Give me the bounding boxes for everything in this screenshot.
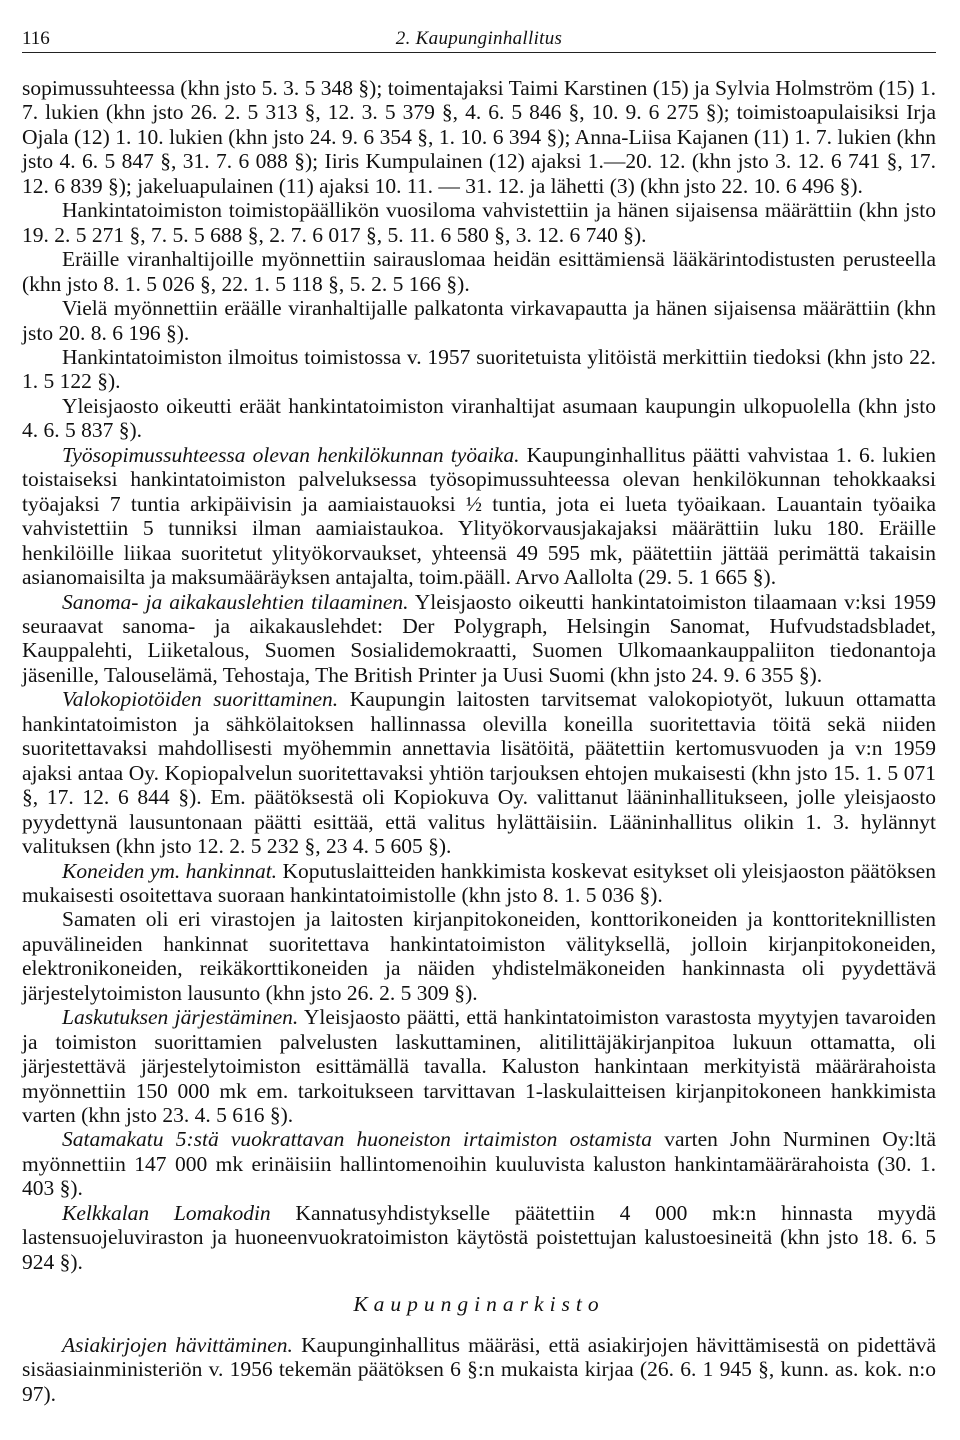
paragraph: Koneiden ym. hankinnat. Koputuslaitteiden hankkimista koskevat esitykset oli yleisjaoston päätöksen mukaisesti osoitettava suoraan hankintatoimistolle (khn jsto 8. 1. 5 036 §). <box>22 858 936 907</box>
paragraph: Asiakirjojen hävittäminen. Kaupunginhallitus määräsi, että asiakirjojen hävittämisestä on pidettävä sisäasiainministeriön v. 1956 tekemän päätöksen 6 §:n mukaista kirjaa (26. 6. 1 945 §, kunn. as. kok. n:o 97). <box>22 1332 936 1406</box>
body-text <box>22 76 936 1406</box>
document-page <box>22 0 936 1440</box>
paragraph: Valokopiotöiden suorittaminen. Kaupungin laitosten tarvitsemat valokopiotyöt, lukuun ottamatta hankintatoimiston ja sähkölaitoksen hallinnassa olevilla koneilla suoritettavia töitä sekä niiden suoritettavaksi mahdollisesti myöhemmin annettavia lisätöitä, päätettiin kertomusvuoden ja v:n 1959 ajaksi antaa Oy. Kopiopalvelun suoritettavaksi yhtiön tarjouksen ehtojen mukaisesti (khn jsto 15. 1. 5 071 §, 17. 12. 6 844 §). Em. päätöksestä oli Kopiokuva Oy. valittanut lääninhallitukseen, jolle yleisjaosto pyydettynä lausuntonaan päätti esittää, että valitus hylättäisiin. Lääninhallitus olikin 1. 3. hylännyt valituksen (khn jsto 12. 2. 5 232 §, 23 4. 5 605 §). <box>22 687 936 859</box>
paragraph: Vielä myönnettiin eräälle viranhaltijalle palkatonta virkavapautta ja hänen sijaisensa määrättiin (khn jsto 20. 8. 6 196 §). <box>22 296 936 345</box>
paragraph: sopimussuhteessa (khn jsto 5. 3. 5 348 §); toimentajaksi Taimi Karstinen (15) ja Sylvia Holmström (15) 1. 7. lukien (khn jsto 26. 2. 5 313 §, 12. 3. 5 379 §, 4. 6. 5 846 §, 10. 9. 6 275 §); toimistoapulaisiksi Irja Ojala (12) 1. 10. lukien (khn jsto 24. 9. 6 354 §, 1. 10. 6 394 §); Anna-Liisa Kajanen (11) 1. 7. lukien (khn jsto 4. 6. 5 847 §, 31. 7. 6 088 §); Iiris Kumpulainen (12) ajaksi 1.—20. 12. (khn jsto 3. 12. 6 741 §, 17. 12. 6 839 §); jakeluapulainen (11) ajaksi 10. 11. — 31. 12. ja lähetti (3) (khn jsto 22. 10. 6 496 §). <box>22 76 936 198</box>
paragraph: Kelkkalan Lomakodin Kannatusyhdistykselle päätettiin 4 000 mk:n hinnasta myydä lastensuojeluviraston ja huoneenvuokratoimiston käytöstä poistettujan kalustoesineitä (khn jsto 18. 6. 5 924 §). <box>22 1200 936 1274</box>
paragraph-title: Sanoma- ja aikakauslehtien tilaaminen. <box>62 589 409 614</box>
paragraph-title: Kelkkalan Lomakodin <box>62 1200 271 1225</box>
section-heading: Kaupunginarkisto <box>353 1292 605 1317</box>
paragraph-title: Työsopimussuhteessa olevan henkilökunnan työaika. <box>62 442 520 467</box>
paragraph: Satamakatu 5:stä vuokrattavan huoneiston irtaimiston ostamista varten John Nurminen Oy:ltä myönnettiin 147 000 mk erinäisiin hallintomenoihin kuuluvista kaluston hankintamäärärahoista (30. 1. 403 §). <box>22 1127 936 1201</box>
paragraph: Hankintatoimiston ilmoitus toimistossa v. 1957 suoritetuista ylitöistä merkittiin tiedoksi (khn jsto 22. 1. 5 122 §). <box>22 344 936 394</box>
running-head: 2. Kaupunginhallitus <box>395 28 563 49</box>
paragraph: Laskutuksen järjestäminen. Yleisjaosto päätti, että hankintatoimiston varastosta myytyjen tavaroiden ja toimiston suorittamien palvelusten laskuttaminen, alitilittäjäkirjanpitoa lukuun ottamatta, oli järjestettävä järjestelytoimiston esittämällä tavalla. Kaluston hankintaan merkityistä määrärahoista myönnettiin 150 000 mk em. tarkoitukseen tarvittavan 1-laskulaitteisen kirjanpitokoneen hankkimista varten (khn jsto 23. 4. 5 616 §). <box>22 1005 936 1128</box>
page-header <box>22 28 936 53</box>
paragraph: Sanoma- ja aikakauslehtien tilaaminen. Yleisjaosto oikeutti hankintatoimiston tilaamaan v:ksi 1959 seuraavat sanoma- ja aikakauslehdet: Der Polygraph, Helsingin Sanomat, Hufvudstadsbladet, Kauppalehti, Liiketalous, Suomen Sosialidemokraatti, Suomen Ulkomaankauppaliiton tiedonantoja jäsenille, Talouselämä, Tehostaja, The British Printer ja Uusi Suomi (khn jsto 24. 9. 6 355 §). <box>22 589 936 687</box>
page-number: 116 <box>22 28 50 49</box>
paragraph: Samaten oli eri virastojen ja laitosten kirjanpitokoneiden, konttorikoneiden ja konttoriteknillisten apuvälineiden hankinnat suoritettava hankintatoimiston välityksellä, jolloin kirjanpitokoneiden, elektronikoneiden, reikäkorttikoneiden ja näiden yhdistelmäkoneiden hankinnasta oli pyydettävä järjestelytoimiston lausunto (khn jsto 26. 2. 5 309 §). <box>22 907 936 1005</box>
paragraph-title: Koneiden ym. hankinnat. <box>62 858 278 883</box>
paragraph-title: Laskutuksen järjestäminen. <box>62 1005 299 1030</box>
paragraph: Työsopimussuhteessa olevan henkilökunnan työaika. Kaupunginhallitus päätti vahvistaa 1. 6. lukien toistaiseksi hankintatoimiston palveluksessa työsopimussuhteessa olevan henkilökunnan tehokkaaksi työajaksi 7 tuntia arkipäivisin ja aamiaistauoksi ½ tuntia, jota ei lueta työaikaan. Lauantain työaika vahvistettiin 5 tunniksi ilman aamiaistaukoa. Ylityökorvausjakajaksi määrättiin luku 180. Eräille henkilöille liikaa suoritetut ylityökorvaukset, yhteensä 49 595 mk, päätettiin jättää perimättä takaisin asianomaisilta ja maksumääräyksen antajalta, toim.pääll. Arvo Aallolta (29. 5. 1 665 §). <box>22 442 936 590</box>
paragraph-title: Satamakatu 5:stä vuokrattavan huoneiston irtaimiston ostamista <box>62 1127 653 1152</box>
paragraph-title: Asiakirjojen hävittäminen. <box>62 1332 293 1357</box>
paragraph: Yleisjaosto oikeutti eräät hankintatoimiston viranhaltijat asumaan kaupungin ulkopuolella (khn jsto 4. 6. 5 837 §). <box>22 393 936 443</box>
paragraph: Eräille viranhaltijoille myönnettiin sairauslomaa heidän esittämiensä lääkärintodistusten perusteella (khn jsto 8. 1. 5 026 §, 22. 1. 5 118 §, 5. 2. 5 166 §). <box>22 247 936 296</box>
paragraph-title: Valokopiotöiden suorittaminen. <box>62 687 339 712</box>
paragraph: Hankintatoimiston toimistopäällikön vuosiloma vahvistettiin ja hänen sijaisensa määrättiin (khn jsto 19. 2. 5 271 §, 7. 5. 5 688 §, 2. 7. 6 017 §, 5. 11. 6 580 §, 3. 12. 6 740 §). <box>22 198 936 247</box>
